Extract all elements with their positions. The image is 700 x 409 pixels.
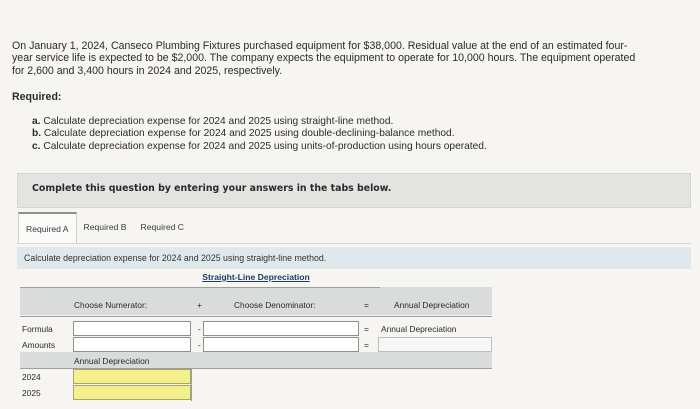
- annual-dep-header: Annual Depreciation: [74, 356, 150, 366]
- required-text: Calculate depreciation expense for 2024 and 2025 using straight-line method.: [43, 116, 394, 127]
- required-item-b: [32, 128, 487, 140]
- row-separator: [20, 316, 492, 317]
- required-text: Calculate depreciation expense for 2024 and 2025 using units-of-production using hours operated.: [43, 140, 487, 152]
- depreciation-2024-input[interactable]: [73, 369, 191, 384]
- numerator-select-formula[interactable]: [73, 321, 191, 336]
- table-title-text: Straight-Line Depreciation: [202, 272, 310, 282]
- equals-operator: =: [364, 340, 369, 350]
- sub-instruction: Calculate depreciation expense for 2024 and 2025 using straight-line method.: [17, 247, 691, 269]
- problem-line-2: year service life is expected to be $2,000. The company expects the equipment to operate for 10,000 hours. The equipment operated: [12, 52, 636, 65]
- denominator-select-formula[interactable]: [203, 321, 359, 336]
- required-letter: b.: [32, 128, 42, 140]
- denominator-header: Choose Denominator:: [234, 300, 316, 310]
- minus-operator: -: [198, 340, 201, 350]
- required-item-a: [32, 116, 487, 128]
- straight-line-table: [20, 270, 492, 402]
- required-item-c: [32, 141, 487, 153]
- result-header: Annual Depreciation: [394, 300, 470, 310]
- row-amounts-label: Amounts: [22, 340, 56, 350]
- numerator-header: Choose Numerator:: [74, 300, 148, 310]
- year-2025-label: 2025: [22, 388, 41, 398]
- tab-required-b[interactable]: Required B: [83, 222, 127, 232]
- problem-line-1: On January 1, 2024, Canseco Plumbing Fixtures purchased equipment for $38,000. Residual value at the end of an estimated four-: [12, 40, 628, 52]
- year-2024-label: 2024: [22, 372, 41, 382]
- column-separator: [191, 369, 192, 401]
- numerator-amount-input[interactable]: [73, 337, 191, 352]
- equals-operator: =: [364, 300, 369, 310]
- problem-line-3: for 2,600 and 3,400 hours in 2024 and 2025, respectively.: [12, 64, 283, 77]
- instruction-bar: Complete this question by entering your answers in the tabs below.: [17, 173, 691, 208]
- row-formula-label: Formula: [22, 324, 53, 334]
- tab-required-c[interactable]: Required C: [140, 222, 184, 232]
- required-list: [32, 116, 487, 153]
- equals-operator: =: [364, 324, 369, 334]
- formula-result-label: Annual Depreciation: [381, 324, 457, 334]
- denominator-amount-input[interactable]: [203, 337, 359, 352]
- formula-result-output: [378, 337, 492, 352]
- required-letter: c.: [32, 140, 41, 152]
- tab-divider: [17, 243, 691, 244]
- table-title: [20, 270, 492, 285]
- plus-operator: +: [197, 300, 202, 310]
- depreciation-2025-input[interactable]: [73, 385, 191, 400]
- required-letter: a.: [32, 116, 41, 127]
- tab-bar: [18, 212, 191, 244]
- problem-statement: [12, 40, 684, 77]
- required-text: Calculate depreciation expense for 2024 and 2025 using double-declining-balance method.: [43, 128, 455, 140]
- minus-operator: -: [198, 324, 201, 334]
- tab-required-a[interactable]: Required A: [18, 212, 77, 244]
- required-heading: Required:: [12, 91, 62, 103]
